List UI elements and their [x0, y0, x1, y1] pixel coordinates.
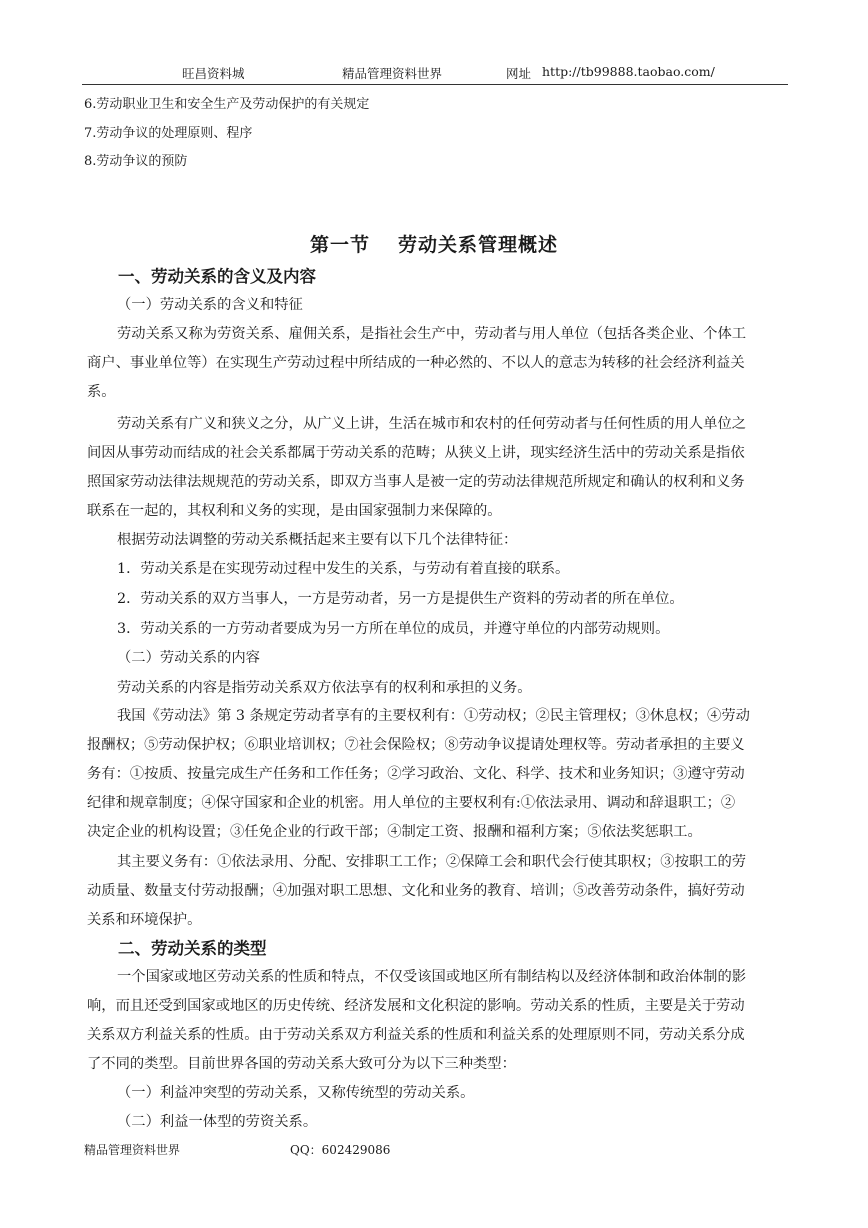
paragraph-line: 劳动关系有广义和狭义之分，从广义上讲，生活在城市和农村的任何劳动者与任何性质的用人单位之 [117, 416, 747, 432]
toc-item: 6.劳动职业卫生和安全生产及劳动保护的有关规定 [84, 97, 370, 112]
list-item: 3．劳动关系的一方劳动者要成为另一方所在单位的成员，并遵守单位的内部劳动规则。 [117, 621, 670, 637]
paragraph-line: 间因从事劳动而结成的社会关系都属于劳动关系的范畴；从狭义上讲，现实经济生活中的劳动关系是指依 [87, 445, 745, 461]
header-center-text: 精品管理资料世界 [342, 66, 443, 81]
section-number: 第一节 [309, 234, 370, 256]
paragraph-line: 报酬权；⑤劳动保护权；⑥职业培训权；⑦社会保险权；⑧劳动争议提请处理权等。劳动者承担的主要义 [87, 737, 745, 753]
paragraph-line: 商户、事业单位等）在实现生产劳动过程中所结成的一种必然的、不以人的意志为转移的社会经济利益关 [87, 355, 745, 371]
paragraph-line: 劳动关系又称为劳资关系、雇佣关系，是指社会生产中，劳动者与用人单位（包括各类企业、个体工 [117, 326, 747, 342]
paragraph-line: 我国《劳动法》第 3 条规定劳动者享有的主要权利有：①劳动权；②民主管理权；③休息权；④劳动 [117, 708, 750, 724]
paragraph-line: 了不同的类型。目前世界各国的劳动关系大致可分为以下三种类型： [87, 1056, 516, 1072]
paragraph-line: 响，而且还受到国家或地区的历史传统、经济发展和文化积淀的影响。劳动关系的性质，主要是关于劳动 [87, 998, 745, 1014]
header-left-text: 旺昌资料城 [182, 66, 245, 81]
paragraph-line: 关系双方利益关系的性质。由于劳动关系双方利益关系的性质和利益关系的处理原则不同，劳动关系分成 [87, 1027, 745, 1043]
subheading: （二）劳动关系的内容 [117, 650, 260, 666]
footer-qq: QQ：602429086 [290, 1143, 391, 1157]
paragraph-line: 纪律和规章制度；④保守国家和企业的机密。用人单位的主要权利有:①依法录用、调动和辞退职工；② [87, 795, 736, 811]
heading-1: 一、劳动关系的含义及内容 [118, 267, 316, 286]
paragraph-line: 根据劳动法调整的劳动关系概括起来主要有以下几个法律特征： [117, 532, 518, 548]
section-title-text: 劳动关系管理概述 [398, 234, 559, 256]
paragraph-line: 务有：①按质、按量完成生产任务和工作任务；②学习政治、文化、科学、技术和业务知识；③遵守劳动 [87, 766, 745, 782]
page-header [82, 62, 788, 85]
list-item: （一）利益冲突型的劳动关系，又称传统型的劳动关系。 [117, 1085, 475, 1101]
paragraph-line: 劳动关系的内容是指劳动关系双方依法享有的权利和承担的义务。 [117, 680, 532, 696]
toc-item: 8.劳动争议的预防 [84, 154, 188, 169]
heading-2: 二、劳动关系的类型 [118, 939, 267, 958]
paragraph-line: 联系在一起的，其权利和义务的实现，是由国家强制力来保障的。 [87, 503, 502, 519]
paragraph-line: 决定企业的机构设置；③任免企业的行政干部；④制定工资、报酬和福利方案；⑤依法奖惩职工。 [87, 824, 702, 840]
subheading: （一）劳动关系的含义和特征 [117, 297, 303, 313]
paragraph-line: 一个国家或地区劳动关系的性质和特点，不仅受该国或地区所有制结构以及经济体制和政治体制的影 [117, 969, 747, 985]
paragraph-line: 系。 [87, 384, 116, 400]
footer-left-text: 精品管理资料世界 [84, 1143, 181, 1157]
paragraph-line: 照国家劳动法律法规规范的劳动关系，即双方当事人是被一定的劳动法律规范所规定和确认的权利和义务 [87, 474, 745, 490]
paragraph-line: 关系和环境保护。 [87, 912, 202, 928]
header-url-label: 网址 [506, 66, 532, 81]
section-title [0, 230, 868, 257]
header-url[interactable]: http://tb99888.taobao.com/ [542, 64, 715, 79]
list-item: （二）利益一体型的劳资关系。 [117, 1114, 318, 1130]
list-item: 2．劳动关系的双方当事人，一方是劳动者，另一方是提供生产资料的劳动者的所在单位。 [117, 591, 684, 607]
list-item: 1．劳动关系是在实现劳动过程中发生的关系，与劳动有着直接的联系。 [117, 561, 570, 577]
paragraph-line: 动质量、数量支付劳动报酬；④加强对职工思想、文化和业务的教育、培训；⑤改善劳动条件，搞好劳动 [87, 883, 745, 899]
paragraph-line: 其主要义务有：①依法录用、分配、安排职工工作；②保障工会和职代会行使其职权；③按职工的劳 [117, 854, 747, 870]
toc-item: 7.劳动争议的处理原则、程序 [84, 126, 253, 141]
